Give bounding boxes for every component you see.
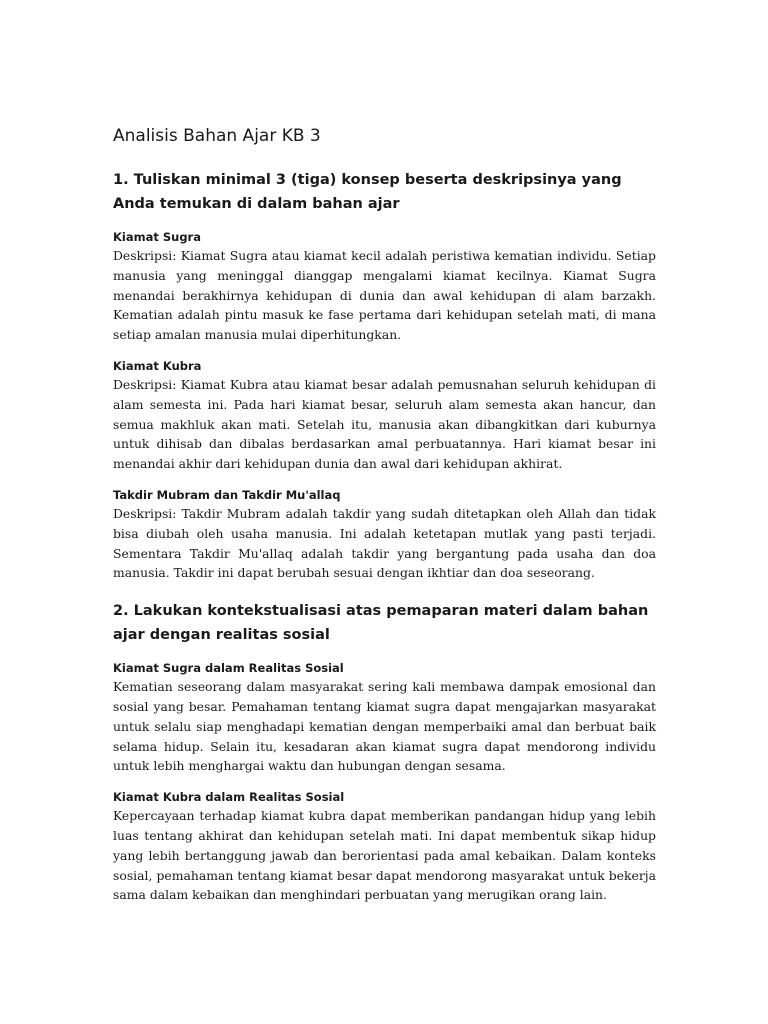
section-2 bbox=[113, 599, 656, 905]
section-heading: 1. Tuliskan minimal 3 (tiga) konsep beserta deskripsinya yang Anda temukan di dalam bahan ajar bbox=[113, 172, 622, 212]
context-description-kiamat-sugra: Kematian seseorang dalam masyarakat sering kali membawa dampak emosional dan sosial yang besar. Pemahaman tentang kiamat sugra dapat mengajarkan masyarakat untuk selalu siap menghadapi kematian dengan memperbaiki amal dan berbuat baik selama hidup. Selain itu, kesadaran akan kiamat sugra dapat mendorong individu untuk lebih menghargai waktu dan hubungan dengan sesama. bbox=[113, 679, 656, 774]
concept-description-kiamat-sugra: Deskripsi: Kiamat Sugra atau kiamat kecil adalah peristiwa kematian individu. Setiap manusia yang meninggal dianggap mengalami kiamat kecilnya. Kiamat Sugra menandai berakhirnya kehidupan di dunia dan awal kehidupan di alam barzakh. Kematian adalah pintu masuk ke fase pertama dari kehidupan setelah mati, di mana setiap amalan manusia mulai diperhitungkan. bbox=[113, 248, 656, 343]
context-heading-kiamat-kubra: Kiamat Kubra dalam Realitas Sosial bbox=[113, 790, 345, 805]
context-description-kiamat-kubra: Kepercayaan terhadap kiamat kubra dapat memberikan pandangan hidup yang lebih luas tentang akhirat dan kehidupan setelah mati. Ini dapat membentuk sikap hidup yang lebih bertanggung jawab dan berorientasi pada amal kebaikan. Dalam konteks sosial, pemahaman tentang kiamat besar dapat mendorong masyarakat untuk bekerja sama dalam kebaikan dan menghindari perbuatan yang merugikan orang lain. bbox=[113, 808, 656, 903]
document-title: Analisis Bahan Ajar KB 3 bbox=[113, 126, 321, 146]
context-heading-kiamat-sugra: Kiamat Sugra dalam Realitas Sosial bbox=[113, 661, 344, 676]
document-page bbox=[113, 122, 656, 917]
concept-description-kiamat-kubra: Deskripsi: Kiamat Kubra atau kiamat besar adalah pemusnahan seluruh kehidupan di alam semesta ini. Pada hari kiamat besar, seluruh alam semesta akan hancur, dan semua makhluk akan mati. Setelah itu, manusia akan dibangkitkan dari kuburnya untuk dihisab dan dibalas berdasarkan amal perbuatannya. Hari kiamat besar ini menandai akhir dari kehidupan dunia dan awal dari kehidupan akhirat. bbox=[113, 376, 656, 472]
section-heading: 2. Lakukan kontekstualisasi atas pemaparan materi dalam bahan ajar dengan realitas sosial bbox=[113, 603, 649, 644]
section-1 bbox=[113, 168, 656, 583]
concept-heading-kiamat-kubra: Kiamat Kubra bbox=[113, 358, 202, 373]
concept-description-takdir: Deskripsi: Takdir Mubram adalah takdir yang sudah ditetapkan oleh Allah dan tidak bisa diubah oleh usaha manusia. Ini adalah ketetapan mutlak yang pasti terjadi. Sementara Takdir Mu'allaq adalah takdir yang bergantung pada usaha dan doa manusia. Takdir ini dapat berubah sesuai dengan ikhtiar dan doa seseorang. bbox=[113, 505, 656, 581]
concept-heading-kiamat-sugra: Kiamat Sugra bbox=[113, 230, 201, 244]
concept-heading-takdir: Takdir Mubram dan Takdir Mu'allaq bbox=[113, 487, 341, 502]
